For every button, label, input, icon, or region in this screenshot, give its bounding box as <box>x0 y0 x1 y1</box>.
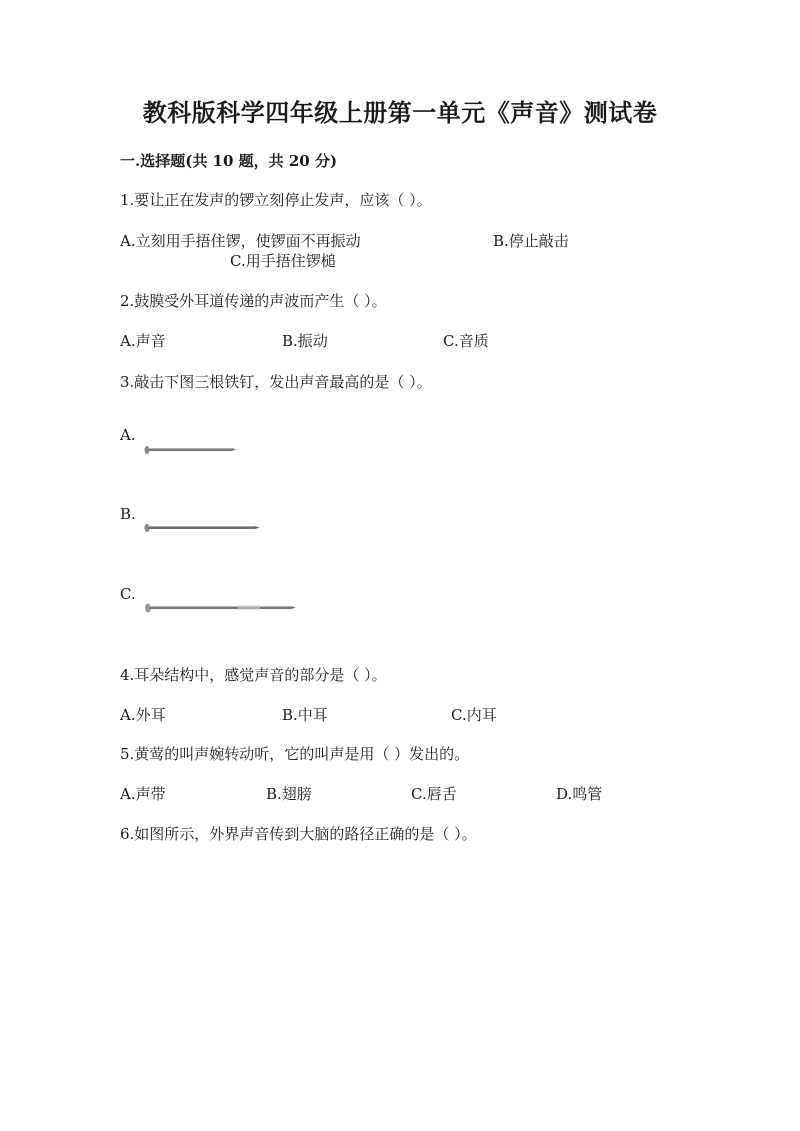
section-heading: 一.选择题(共 10 题，共 20 分) <box>120 152 338 170</box>
question-4-option-a[interactable]: A.外耳 <box>120 706 166 724</box>
question-5-option-c[interactable]: C.唇舌 <box>411 785 457 803</box>
question-5-option-d[interactable]: D.鸣管 <box>556 785 603 803</box>
question-2-option-b[interactable]: B.振动 <box>282 332 328 350</box>
question-1-option-c[interactable]: C.用手捂住锣槌 <box>230 252 336 270</box>
question-5-option-b[interactable]: B.翅膀 <box>266 785 312 803</box>
question-2-option-a[interactable]: A.声音 <box>120 332 166 350</box>
question-4-option-c[interactable]: C.内耳 <box>451 706 497 724</box>
nail-short-image <box>143 436 243 466</box>
question-5-option-a[interactable]: A.声带 <box>120 785 166 803</box>
question-3-option-c[interactable]: C. <box>120 585 136 603</box>
question-2-stem: 2.鼓膜受外耳道传递的声波而产生（ ）。 <box>120 292 387 310</box>
question-3-stem: 3.敲击下图三根铁钉，发出声音最高的是（ ）。 <box>120 373 432 391</box>
page-title: 教科版科学四年级上册第一单元《声音》测试卷 <box>142 98 658 127</box>
question-4-option-b[interactable]: B.中耳 <box>282 706 328 724</box>
question-3-option-b[interactable]: B. <box>120 505 136 523</box>
nail-long-image <box>143 594 313 624</box>
question-1-option-b[interactable]: B.停止敲击 <box>493 232 569 250</box>
question-1-stem: 1.要让正在发声的锣立刻停止发声，应该（ ）。 <box>120 191 432 209</box>
question-1-option-a[interactable]: A.立刻用手捂住锣，使锣面不再振动 <box>120 232 361 250</box>
question-3-option-a[interactable]: A. <box>120 426 136 444</box>
question-4-stem: 4.耳朵结构中，感觉声音的部分是（ ）。 <box>120 666 387 684</box>
question-6-stem: 6.如图所示，外界声音传到大脑的路径正确的是（ ）。 <box>120 825 477 843</box>
question-5-stem: 5.黄莺的叫声婉转动听，它的叫声是用（ ）发出的。 <box>120 745 470 763</box>
question-2-option-c[interactable]: C.音质 <box>443 332 489 350</box>
nail-medium-image <box>143 515 273 545</box>
